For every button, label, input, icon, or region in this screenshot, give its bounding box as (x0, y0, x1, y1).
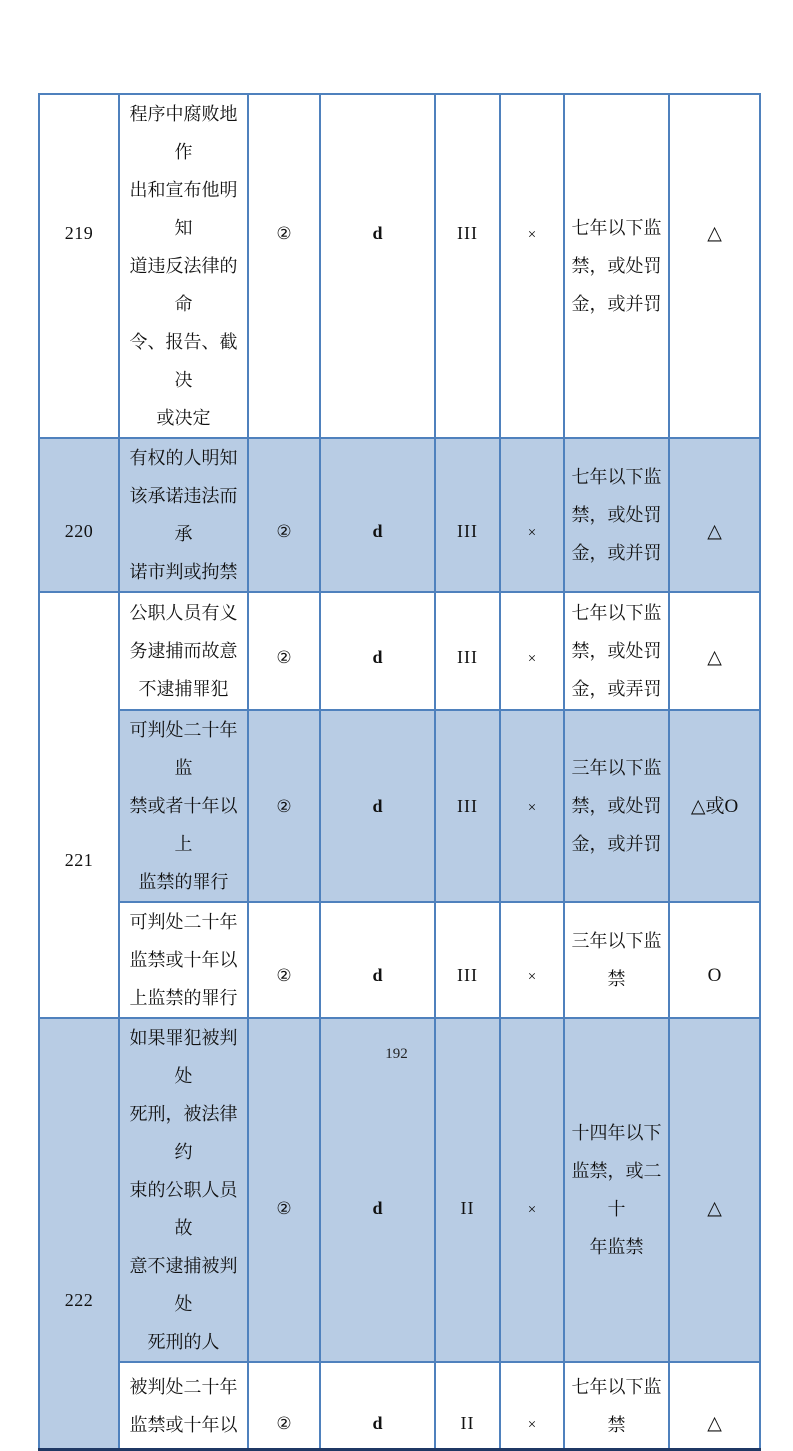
category-letter: d (372, 1413, 383, 1433)
cross-mark: × (527, 799, 537, 816)
category-letter-cell (320, 94, 435, 438)
cross-mark: × (527, 1201, 537, 1218)
clause-mark-cell (248, 1362, 320, 1450)
clause-mark-cell (248, 710, 320, 902)
penalty-text-cell (564, 94, 669, 438)
penalty-text: 三年以下监禁 (571, 931, 662, 989)
cross-mark: × (527, 1417, 537, 1433)
penalty-text-cell (564, 1362, 669, 1450)
penalty-text: 七年以下监 禁，或处罚 金，或弄罚 (571, 603, 662, 699)
category-letter-cell (320, 1018, 435, 1362)
category-letter-cell (320, 592, 435, 710)
judgement-mark: △ (707, 646, 722, 668)
article-number-cell (39, 94, 119, 438)
offense-description: 可判处二十年 监禁或十年以 上监禁的罪行 (129, 912, 238, 1008)
cross-mark-cell (500, 592, 564, 710)
severity-class-cell (435, 438, 500, 592)
judgement-mark-cell (669, 1362, 760, 1450)
penalty-text: 三年以下监 禁，或处罚 金，或并罚 (571, 758, 662, 854)
clause-mark: ② (276, 796, 292, 816)
cross-mark: × (527, 968, 537, 985)
cross-mark-cell (500, 438, 564, 592)
severity-class: III (457, 964, 478, 985)
article-number: 219 (64, 222, 94, 243)
judgement-mark: △ (707, 1413, 722, 1434)
table-row-220 (39, 438, 760, 592)
offense-description-cell (119, 710, 248, 902)
offense-description-cell (119, 1018, 248, 1362)
offense-description-cell (119, 1362, 248, 1450)
severity-class: III (457, 520, 478, 541)
clause-mark-cell (248, 438, 320, 592)
severity-class-cell (435, 1362, 500, 1450)
penalty-text-cell (564, 592, 669, 710)
category-letter: d (372, 520, 383, 541)
judgement-mark-cell (669, 94, 760, 438)
table-row-221a (39, 592, 760, 710)
judgement-mark-cell (669, 710, 760, 902)
article-number: 221 (64, 849, 94, 870)
clause-mark: ② (276, 223, 292, 243)
table-row-222b (39, 1362, 760, 1450)
offense-description-cell (119, 902, 248, 1018)
judgement-mark-cell (669, 902, 760, 1018)
penalty-text-cell (564, 710, 669, 902)
clause-mark: ② (276, 965, 292, 985)
category-letter-cell (320, 902, 435, 1018)
article-number-cell (39, 1018, 119, 1450)
clause-mark: ② (276, 647, 292, 667)
category-letter: d (372, 795, 383, 816)
offense-description-cell (119, 94, 248, 438)
severity-class-cell (435, 94, 500, 438)
offense-description: 可判处二十年监 禁或者十年以上 监禁的罪行 (129, 720, 238, 892)
penalty-text: 十四年以下 监禁，或二十 年监禁 (571, 1123, 662, 1257)
category-letter: d (372, 646, 383, 667)
penalty-text-cell (564, 902, 669, 1018)
table-row-221b (39, 710, 760, 902)
severity-class-cell (435, 710, 500, 902)
judgement-mark: O (707, 964, 722, 986)
penalty-text-cell (564, 1018, 669, 1362)
cross-mark-cell (500, 902, 564, 1018)
severity-class-cell (435, 902, 500, 1018)
table-row-222a (39, 1018, 760, 1362)
cross-mark-cell (500, 1362, 564, 1450)
cross-mark-cell (500, 94, 564, 438)
judgement-mark: △ (707, 222, 722, 244)
offense-description: 程序中腐败地作 出和宣布他明知 道违反法律的命 令、报告、截决 或决定 (129, 104, 238, 428)
severity-class: III (457, 646, 478, 667)
judgement-mark: △ (707, 1197, 722, 1219)
severity-class: III (457, 222, 478, 243)
category-letter: d (372, 1197, 383, 1218)
offense-description-cell (119, 438, 248, 592)
offense-description: 公职人员有义 务逮捕而故意 不逮捕罪犯 (129, 603, 238, 699)
category-letter-cell (320, 438, 435, 592)
penalty-text: 七年以下监 禁，或处罚 金，或并罚 (571, 467, 662, 563)
clause-mark: ② (276, 1414, 292, 1433)
offense-description: 有权的人明知 该承诺违法而承 诺市判或拘禁 (129, 448, 238, 582)
cross-mark-cell (500, 1018, 564, 1362)
judgement-mark: △ (707, 520, 722, 542)
penalty-table (38, 93, 761, 1451)
offense-description-cell (119, 592, 248, 710)
severity-class-cell (435, 1018, 500, 1362)
clause-mark-cell (248, 902, 320, 1018)
offense-description: 被判处二十年 监禁或十年以 (129, 1376, 238, 1435)
table-row-219 (39, 94, 760, 438)
penalty-text: 七年以下监 禁，或处罚 金，或并罚 (571, 218, 662, 314)
judgement-mark: △或O (690, 795, 739, 817)
category-letter-cell (320, 1362, 435, 1450)
penalty-text-cell (564, 438, 669, 592)
clause-mark-cell (248, 1018, 320, 1362)
article-number-cell (39, 592, 119, 1018)
judgement-mark-cell (669, 1018, 760, 1362)
severity-class-cell (435, 592, 500, 710)
clause-mark-cell (248, 94, 320, 438)
table-row-221c (39, 902, 760, 1018)
penalty-text: 七年以下监 禁 (571, 1376, 662, 1435)
article-number-cell (39, 438, 119, 592)
category-letter: d (372, 964, 383, 985)
clause-mark: ② (276, 1198, 292, 1218)
offense-description: 如果罪犯被判处 死刑，被法律约 束的公职人员故 意不逮捕被判处 死刑的人 (129, 1028, 238, 1352)
category-letter: d (372, 222, 383, 243)
cross-mark: × (527, 226, 537, 243)
clause-mark: ② (276, 521, 292, 541)
article-number: 222 (64, 1290, 94, 1310)
judgement-mark-cell (669, 592, 760, 710)
cross-mark: × (527, 524, 537, 541)
page-number: 192 (385, 1046, 408, 1062)
severity-class: II (460, 1197, 475, 1218)
cross-mark: × (527, 650, 537, 667)
article-number: 220 (64, 520, 94, 541)
category-letter-cell (320, 710, 435, 902)
clause-mark-cell (248, 592, 320, 710)
cross-mark-cell (500, 710, 564, 902)
severity-class: II (460, 1413, 475, 1433)
severity-class: III (457, 795, 478, 816)
judgement-mark-cell (669, 438, 760, 592)
